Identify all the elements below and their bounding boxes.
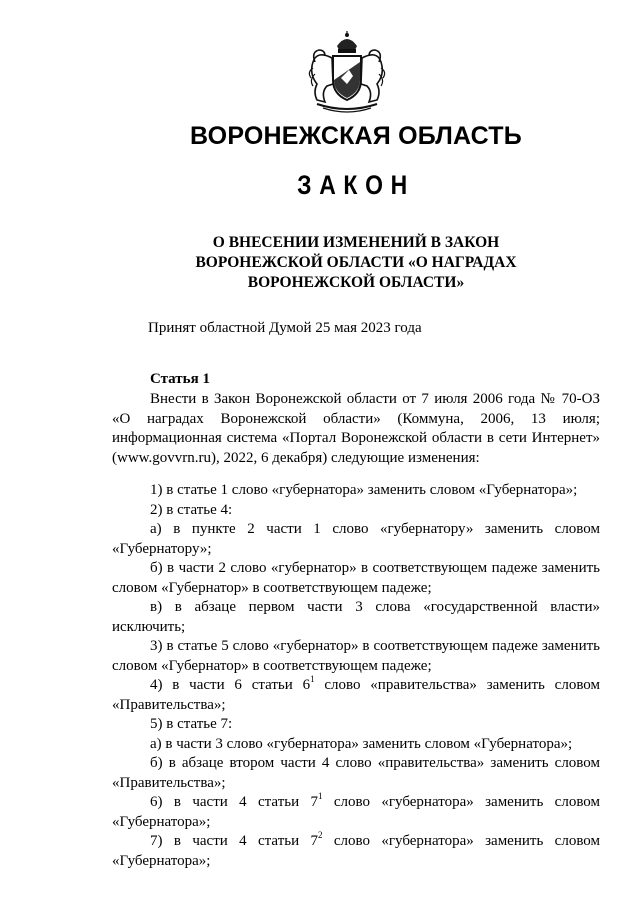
- item-text: 6) в части 4 статьи 7: [150, 794, 318, 810]
- region-heading: ВОРОНЕЖСКАЯ ОБЛАСТЬ: [190, 122, 522, 150]
- list-item: а) в пункте 2 части 1 слово «губернатору» заменить словом «Губернатору»;: [112, 521, 600, 557]
- list-item: 5) в статье 7:: [150, 716, 233, 732]
- list-item: 1) в статье 1 слово «губернатора» заменить словом «Губернатора»;: [150, 482, 578, 498]
- list-item: а) в части 3 слово «губернатора» заменить словом «Губернатора»;: [150, 735, 573, 752]
- law-title-line: ВОРОНЕЖСКОЙ ОБЛАСТИ»: [247, 274, 465, 291]
- list-item: в) в абзаце первом части 3 слова «государственной власти» исключить;: [112, 599, 600, 635]
- article-heading: Статья 1: [150, 371, 210, 387]
- superscript: 1: [310, 674, 315, 684]
- item-text: 7) в части 4 статьи 7: [150, 833, 318, 849]
- list-item: [112, 676, 600, 715]
- voronezh-coat-of-arms-icon: [303, 28, 391, 114]
- adoption-date: Принят областной Думой 25 мая 2023 года: [148, 320, 422, 336]
- list-item: 3) в статье 5 слово «губернатор» в соответствующем падеже заменить словом «Губернатор» в соответствующем падеже;: [112, 638, 600, 674]
- list-item: 2) в статье 4:: [150, 501, 233, 518]
- law-title: [150, 233, 562, 293]
- superscript: 1: [318, 791, 323, 801]
- amendment-list: [112, 481, 600, 871]
- law-title-line: О ВНЕСЕНИИ ИЗМЕНЕНИЙ В ЗАКОН: [212, 234, 500, 251]
- list-item: [112, 793, 600, 832]
- document-type-heading: ЗАКОН: [297, 170, 415, 200]
- item-text: слово «губернатора» заменить словом «Губернатора»;: [112, 833, 601, 869]
- law-title-line: ВОРОНЕЖСКОЙ ОБЛАСТИ «О НАГРАДАХ: [195, 254, 517, 271]
- paragraph: Внести в Закон Воронежской области от 7 июля 2006 года № 70-ОЗ «О наградах Воронежской области» (Коммуна, 2006, 13 июля; информационная система «Портал Воронежской области в сети Интернет» (www.govvrn.ru), 2022, 6 декабря) следующие изменения:: [112, 391, 600, 466]
- list-item: б) в абзаце втором части 4 слово «правительства» заменить словом «Правительства»;: [112, 755, 600, 791]
- list-item: [112, 832, 600, 871]
- article-intro: [112, 390, 600, 468]
- item-text: 4) в части 6 статьи 6: [150, 677, 311, 693]
- item-text: слово «губернатора» заменить словом «Губернатора»;: [112, 794, 601, 830]
- item-text: слово «правительства» заменить словом «Правительства»;: [112, 677, 600, 713]
- superscript: 2: [318, 830, 323, 840]
- list-item: б) в части 2 слово «губернатор» в соответствующем падеже заменить словом «Губернатор» в соответствующем падеже;: [112, 560, 600, 596]
